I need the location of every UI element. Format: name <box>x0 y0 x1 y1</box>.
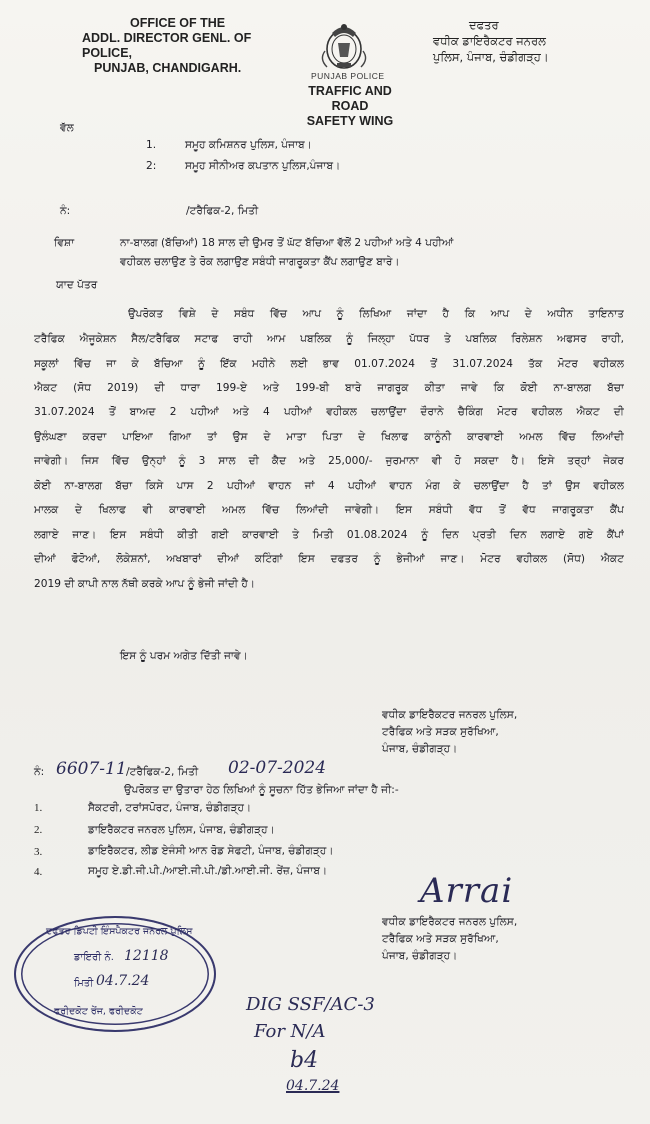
body-line: ਮਾਲਕ ਦੇ ਖਿਲਾਫ ਵੀ ਕਾਰਵਾਈ ਅਮਲ ਵਿੱਚ ਲਿਆਂਦੀ ਜਾਵੇਗੀ। ਇਸ ਸਬੰਧੀ ਵੱਧ ਤੋਂ ਵੱਧ ਜਾਗਰੂਕਤਾ ਕੈਂਪ <box>34 504 624 516</box>
stamp-date-value: 04.7.24 <box>96 973 150 989</box>
office-receipt-stamp <box>14 916 216 1032</box>
stamp-diary-label: ਡਾਇਰੀ ਨੰ. <box>74 952 114 963</box>
sig-line-3: ਪੰਜਾਬ, ਚੰਡੀਗੜ੍ਹ। <box>382 743 458 755</box>
endorsement-item: ਡਾਇਰੈਕਟਰ, ਲੀਡ ਏਜੰਸੀ ਆਨ ਰੋਡ ਸੇਫਟੀ, ਪੰਜਾਬ, ਚੰਡੀਗੜ੍ਹ। <box>88 845 334 857</box>
punjab-police-emblem-icon <box>311 19 377 77</box>
stamp-bottom-text: ਫਰੀਦਕੋਟ ਰੇਂਜ, ਫਰੀਦਕੋਟ <box>54 1006 143 1017</box>
body-line: ਲਗਾਏ ਜਾਣ। ਇਸ ਸਬੰਧੀ ਕੀਤੀ ਗਈ ਕਾਰਵਾਈ ਤੇ ਮਿਤੀ 01.08.2024 ਨੂੰ ਦਿਨ ਪ੍ਰਤੀ ਦਿਨ ਲਗਾਏ ਗਏ ਕੈਂਪਾਂ <box>34 529 624 541</box>
sig2-line-2: ਟਰੈਫਿਕ ਅਤੇ ਸੜਕ ਸੁਰੱਖਿਆ, <box>382 933 499 945</box>
endorsement-ref: /ਟਰੈਫਿਕ-2, ਮਿਤੀ <box>126 766 199 778</box>
endorsement-item-num: 3. <box>34 846 43 858</box>
signature-block <box>382 707 517 758</box>
stamp-rim-text: ਦਫਤਰ ਡਿਪਟੀ ਇੰਸਪੈਕਟਰ ਜਨਰਲ ਪੁਲਿਸ <box>46 926 193 937</box>
endorsement-item: ਸੈਕਟਰੀ, ਟਰਾਂਸਪੋਰਟ, ਪੰਜਾਬ, ਚੰਡੀਗੜ੍ਹ। <box>88 802 252 814</box>
endorsement-item-num: 2. <box>34 824 43 836</box>
handwritten-signature: Arrai <box>420 871 514 911</box>
office-header-pa <box>433 17 549 65</box>
body-line: ਉਪਰੋਕਤ ਵਿਸ਼ੇ ਦੇ ਸਬੰਧ ਵਿੱਚ ਆਪ ਨੂੰ ਲਿਖਿਆ ਜਾਂਦਾ ਹੈ ਕਿ ਆਪ ਦੇ ਅਧੀਨ ਤਾਇਨਾਤ <box>128 308 624 320</box>
handnote-initials: b4 <box>290 1048 319 1073</box>
endorsement-item-num: 1. <box>34 802 43 814</box>
office-pa-line-3: ਪੁਲਿਸ, ਪੰਜਾਬ, ਚੰਡੀਗੜ੍ਹ। <box>433 50 549 64</box>
office-pa-line-2: ਵਧੀਕ ਡਾਇਰੈਕਟਰ ਜਨਰਲ <box>433 34 546 48</box>
body-line: ਦੀਆਂ ਫੋਟੋਆਂ, ਲੋਕੇਸ਼ਨਾਂ, ਅਖਬਾਰਾਂ ਦੀਆਂ ਕਟਿੰਗਾਂ ਇਸ ਦਫਤਰ ਨੂੰ ਭੇਜੀਆਂ ਜਾਣ। ਮੋਟਰ ਵਹੀਕਲ (ਸੋਧ) ਐਕਟ <box>34 553 624 565</box>
office-header-en <box>82 16 292 76</box>
wing-line-2: SAFETY WING <box>306 114 394 128</box>
body-line: ਟਰੈਫਿਕ ਐਜੂਕੇਸ਼ਨ ਸੈਲ/ਟਰੈਫਿਕ ਸਟਾਫ ਰਾਹੀ ਆਮ ਪਬਲਿਕ ਨੂੰ ਜਿਲ੍ਹਾ ਪੱਧਰ ਤੇ ਪਬਲਿਕ ਰਿਲੇਸ਼ਨ ਅਫਸਰ ਰਾਹੀ, <box>34 333 624 345</box>
signature-block-2 <box>382 914 517 965</box>
priority-note: ਇਸ ਨੂੰ ਪਰਮ ਅਗੇਤ ਦਿੱਤੀ ਜਾਵੇ। <box>120 650 248 662</box>
handnote-date: 04.7.24 <box>286 1078 340 1094</box>
stamp-date-label: ਮਿਤੀ <box>74 978 94 989</box>
salutation: ਯਾਦ ਪੱਤਰ <box>56 279 98 291</box>
to-label: ਵੱਲ <box>60 122 74 134</box>
body-line: ਉਲੰਘਣਾ ਕਰਦਾ ਪਾਇਆ ਗਿਆ ਤਾਂ ਉਸ ਦੇ ਮਾਤਾ ਪਿਤਾ ਦੇ ਖਿਲਾਫ ਕਾਨੂੰਨੀ ਕਾਰਵਾਈ ਅਮਲ ਵਿੱਚ ਲਿਆਂਦੀ <box>34 431 624 443</box>
sig-line-2: ਟਰੈਫਿਕ ਅਤੇ ਸੜਕ ਸੁਰੱਖਿਆ, <box>382 726 499 738</box>
sig-line-1: ਵਧੀਕ ਡਾਇਰੈਕਟਰ ਜਨਰਲ ਪੁਲਿਸ, <box>382 709 518 721</box>
office-line-2: ADDL. DIRECTOR GENL. OF POLICE, <box>82 31 252 60</box>
subject-line-1: ਨਾ-ਬਾਲਗ (ਬੱਚਿਆਂ) 18 ਸਾਲ ਦੀ ਉਮਰ ਤੋਂ ਘੱਟ ਬੱਚਿਆ ਵੱਲੋਂ 2 ਪਹੀਆਂ ਅਤੇ 4 ਪਹੀਆਂ <box>120 237 454 249</box>
office-line-1: OFFICE OF THE <box>130 16 226 30</box>
recipient-1-num: 1. <box>146 139 157 151</box>
endorsement-intro: ਉਪਰੋਕਤ ਦਾ ਉਤਾਰਾ ਹੇਠ ਲਿਖਿਆਂ ਨੂੰ ਸੂਚਨਾ ਹਿੱਤ ਭੇਜਿਆ ਜਾਂਦਾ ਹੈ ਜੀ:- <box>124 784 399 796</box>
wing-line-1: TRAFFIC AND ROAD <box>308 84 392 113</box>
ref-label: ਨੰ: <box>60 205 71 217</box>
handnote-line-2: For N/A <box>254 1021 326 1042</box>
body-line: ਕੋਈ ਨਾ-ਬਾਲਗ ਬੱਚਾ ਕਿਸੇ ਪਾਸ 2 ਪਹੀਆਂ ਵਾਹਨ ਜਾਂ 4 ਪਹੀਆਂ ਵਾਹਨ ਮੰਗ ਕੇ ਚਲਾਉਂਦਾ ਹੈ ਤਾਂ ਉਸ ਵਹੀਕਲ <box>34 480 624 492</box>
sig2-line-1: ਵਧੀਕ ਡਾਇਰੈਕਟਰ ਜਨਰਲ ਪੁਲਿਸ, <box>382 916 518 928</box>
emblem-caption: PUNJAB POLICE <box>311 71 385 81</box>
body-line: 2019 ਦੀ ਕਾਪੀ ਨਾਲ ਨੱਥੀ ਕਰਕੇ ਆਪ ਨੂੰ ਭੇਜੀ ਜਾਂਦੀ ਹੈ। <box>34 578 256 590</box>
subject-label: ਵਿਸ਼ਾ <box>54 237 75 249</box>
body-line: ਸਕੂਲਾਂ ਵਿੱਚ ਜਾ ਕੇ ਬੱਚਿਆ ਨੂੰ ਇੱਕ ਮਹੀਨੇ ਲਈ ਭਾਵ 01.07.2024 ਤੋਂ 31.07.2024 ਤੱਕ ਮੋਟਰ ਵਹੀਕਲ <box>34 358 624 370</box>
subject-line-2: ਵਹੀਕਲ ਚਲਾਉਣ ਤੇ ਰੋਕ ਲਗਾਉਣ ਸਬੰਧੀ ਜਾਗਰੂਕਤਾ ਕੈਂਪ ਲਗਾਉਣ ਬਾਰੇ। <box>120 256 400 268</box>
endorsement-date: 02-07-2024 <box>228 758 327 778</box>
sig2-line-3: ਪੰਜਾਬ, ਚੰਡੀਗੜ੍ਹ। <box>382 950 458 962</box>
recipient-2: ਸਮੂਹ ਸੀਨੀਅਰ ਕਪਤਾਨ ਪੁਲਿਸ,ਪੰਜਾਬ। <box>185 160 341 172</box>
endorsement-item: ਸਮੂਹ ਏ.ਡੀ.ਜੀ.ਪੀ./ਆਈ.ਜੀ.ਪੀ./ਡੀ.ਆਈ.ਜੀ. ਰੇਂਜ਼, ਪੰਜਾਬ। <box>88 865 328 877</box>
wing-header-en <box>295 84 405 129</box>
endorsement-number: 6607-11 <box>56 759 127 779</box>
body-line: ਜਾਵੇਗੀ। ਜਿਸ ਵਿੱਚ ਉਨ੍ਹਾਂ ਨੂੰ 3 ਸਾਲ ਦੀ ਕੈਦ ਅਤੇ 25,000/- ਜੁਰਮਾਨਾ ਵੀ ਹੋ ਸਕਦਾ ਹੈ। ਇਸੇ ਤਰ੍ਹਾਂ ਜੇਕਰ <box>34 455 624 467</box>
office-pa-line-1: ਦਫਤਰ <box>469 18 499 32</box>
recipient-2-num: 2: <box>146 160 157 172</box>
endorsement-item-num: 4. <box>34 866 43 878</box>
ref-text: /ਟਰੈਫਿਕ-2, ਮਿਤੀ <box>186 205 259 217</box>
recipient-1: ਸਮੂਹ ਕਮਿਸ਼ਨਰ ਪੁਲਿਸ, ਪੰਜਾਬ। <box>185 139 312 151</box>
stamp-diary-value: 12118 <box>124 948 169 964</box>
body-line: 31.07.2024 ਤੋਂ ਬਾਅਦ 2 ਪਹੀਆਂ ਅਤੇ 4 ਪਹੀਆਂ ਵਹੀਕਲ ਚਲਾਉਂਦਾ ਦੌਰਾਨੇ ਚੈਕਿੰਗ ਮੋਟਰ ਵਹੀਕਲ ਐਕਟ ਦੀ <box>34 406 624 418</box>
body-line: ਐਕਟ (ਸੋਧ 2019) ਦੀ ਧਾਰਾ 199-ਏ ਅਤੇ 199-ਬੀ ਬਾਰੇ ਜਾਗਰੂਕ ਕੀਤਾ ਜਾਵੇ ਕਿ ਕੋਈ ਨਾ-ਬਾਲਗ ਬੱਚਾ <box>34 382 624 394</box>
endorsement-item: ਡਾਇਰੈਕਟਰ ਜਨਰਲ ਪੁਲਿਸ, ਪੰਜਾਬ, ਚੰਡੀਗੜ੍ਹ। <box>88 824 275 836</box>
endorsement-label: ਨੰ: <box>34 766 45 778</box>
office-line-3: PUNJAB, CHANDIGARH. <box>94 61 242 75</box>
handnote-line-1: DIG SSF/AC-3 <box>246 994 375 1015</box>
